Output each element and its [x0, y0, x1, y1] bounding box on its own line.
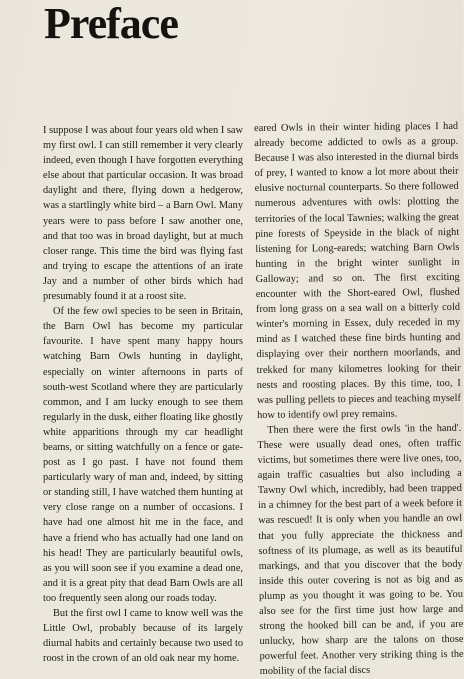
paragraph: I suppose I was about four years old when I saw my first owl. I can still remember it very clearly indeed, even though I have forgotten everything else about that particular occasion. It was broad daylight and there, flying down a hedgerow, was a startlingly white bird – a Barn Owl. Many years were to pass before I saw another one, and that too was in broad daylight, but at much closer range. This time the bird was flying fast and trying to escape the attentions of an irate Jay and a number of other birds which had presumably found it at a roost site. — [43, 125, 243, 303]
page-title: Preface — [44, 0, 178, 48]
paragraph: eared Owls in their winter hiding places I had already become addicted to owls as a group. Because I was also interested in the diurnal birds of prey, I wanted to know a lot more about their elusive nocturnal counterparts. So there followed numerous adventures with owls: plotting the territories of the local Tawnies; walking the great pine forests of Speyside in the black of night listening for Long-eareds; watching Barn Owls hunting in the bright winter sunlight in Galloway; and so on. The first exciting encounter with the Short-eared Owl, flushed from long grass on a sea wall on a bitterly cold winter's morning in Essex, duly receded in my mind as I watched these fine birds hunting and displaying over their northern moorlands, and trekked for many kilometres looking for their nests and roosting places. By this time, too, I was pulling pellets to pieces and teaching myself how to identify owl prey remains. — [254, 120, 461, 421]
right-text-column — [254, 119, 464, 679]
left-text-column — [43, 123, 243, 666]
paragraph: Of the few owl species to be seen in Britain, the Barn Owl has become my particular favourite. I have spent many happy hours watching Barn Owls hunting in daylight, especially on winter afternoons in parts of south-west Scotland where they are particularly common, and I am lucky enough to see them regularly in the dusk, either floating like ghostly white apparitions through my car headlight beams, or sitting watchfully on a fence or gate-post as I go past. I have not found them particularly wary of man and, indeed, by sitting or standing still, I have watched them hunting at very close range on a number of occasions. I have had one almost hit me in the face, and have a friend who has actually had one land on his head! They are particularly beautiful owls, as you will soon see if you examine a dead one, and it is a great pity that dead Barn Owls are all too frequently seen along our roads today. — [43, 306, 243, 604]
paragraph: But the first owl I came to know well was the Little Owl, probably because of its largely diurnal habits and certainly because two used to roost in the crown of an old oak near my home. — [43, 608, 243, 665]
paragraph: Then there were the first owls 'in the hand'. These were usually dead ones, often traffic victims, but sometimes there were live ones, too, again traffic casualties but also including a Tawny Owl which, incredibly, had been trapped in a chimney for the best part of a week before it was rescued! It is only when you handle an owl that you fully appreciate the thickness and softness of its plumage, as well as its beautiful markings, and that you discover that the body inside this outer covering is not as big and as plump as you thought it was going to be. You also see for the first time just how large and strong the hooked bill can be and, if you are unlucky, how sharp are the talons on those powerful feet. Another very striking thing is the mobility of the facial discs — [257, 422, 464, 678]
